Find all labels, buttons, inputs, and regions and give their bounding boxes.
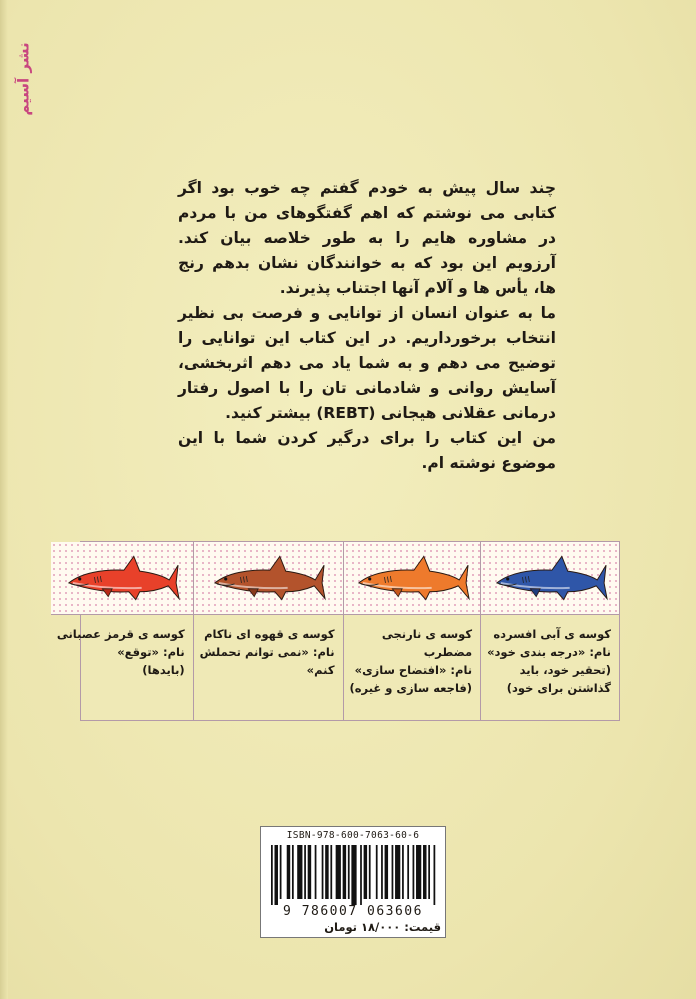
spine-edge (0, 0, 8, 999)
shark-caption-line: کوسه ی آبی افسرده (493, 627, 611, 641)
barcode-box (260, 826, 446, 938)
shark-caption-line: نام: «نمی توانم تحملش (199, 645, 335, 659)
shark-caption-line: کنم» (306, 663, 335, 677)
isbn-number: 9 786007 063606 (283, 904, 423, 919)
shark-caption-line: کوسه ی قرمز عصبانی (56, 627, 185, 641)
publisher-logo-text: نشر آسیم (15, 42, 34, 116)
shark-caption-line: نام: «افتضاح سازی» (354, 663, 473, 677)
shark-caption-line: (بایدها) (142, 663, 185, 677)
shark-illustration (344, 542, 481, 615)
isbn-label: ISBN-978-600-7063-60-6 (286, 830, 420, 841)
shark-caption (194, 615, 343, 720)
shark-icon (63, 553, 181, 603)
blurb-paragraph: ما به عنوان انسان از توانایی و فرصت بی نظیر انتخاب برخورداریم. در این کتاب این توانایی را توضیح می دهم و به شما یاد می دهم اثربخشی، آسایش روانی و شادمانی تان را با اصول رفتار درمانی عقلانی هیجانی (REBT) بیشتر کنید. (178, 304, 556, 422)
shark-caption-line: نام: «درجه بندی خود» (487, 645, 611, 659)
shark-icon (209, 553, 327, 603)
shark-illustration (194, 542, 343, 615)
shark-icon (491, 553, 609, 603)
shark-card-red (51, 542, 193, 720)
shark-card-brown (193, 542, 343, 720)
shark-card-blue (480, 542, 619, 720)
shark-caption (51, 615, 193, 720)
shark-icon (353, 553, 471, 603)
shark-caption-line: (تحقیر خود، باید (519, 663, 611, 677)
shark-caption (481, 615, 619, 720)
shark-caption-line: (فاجعه سازی و غیره) (349, 681, 473, 695)
shark-card-orange (343, 542, 481, 720)
price-label: قیمت: ۱۸/۰۰۰ تومان (324, 920, 441, 934)
blurb-paragraph: چند سال پیش به خودم گفتم چه خوب بود اگر کتابی می نوشتم که اهم گفتگوهای من با مردم در مشاوره هایم را به طور خلاصه بیان کند. آرزویم این بود که به خوانندگان نشان بدهم رنج ها، یأس ها و آلام آنها اجتناب پذیرند. (178, 179, 556, 297)
shark-caption-line: مضطرب (423, 645, 473, 659)
shark-caption (344, 615, 481, 720)
blurb-paragraph: من این کتاب را برای درگیر کردن شما با این موضوع نوشته ام. (178, 429, 556, 472)
shark-caption-line: نام: «توقع» (117, 645, 185, 659)
barcode-bars (271, 845, 437, 905)
shark-caption-line: کوسه ی نارنجی (381, 627, 473, 641)
shark-illustration (51, 542, 193, 615)
shark-caption-line: گذاشتن برای خود) (506, 681, 611, 695)
shark-caption-line: کوسه ی قهوه ای ناکام (204, 627, 335, 641)
blurb-text (178, 176, 556, 476)
sharks-table (56, 541, 620, 721)
shark-illustration (481, 542, 619, 615)
publisher-logo (8, 24, 40, 134)
